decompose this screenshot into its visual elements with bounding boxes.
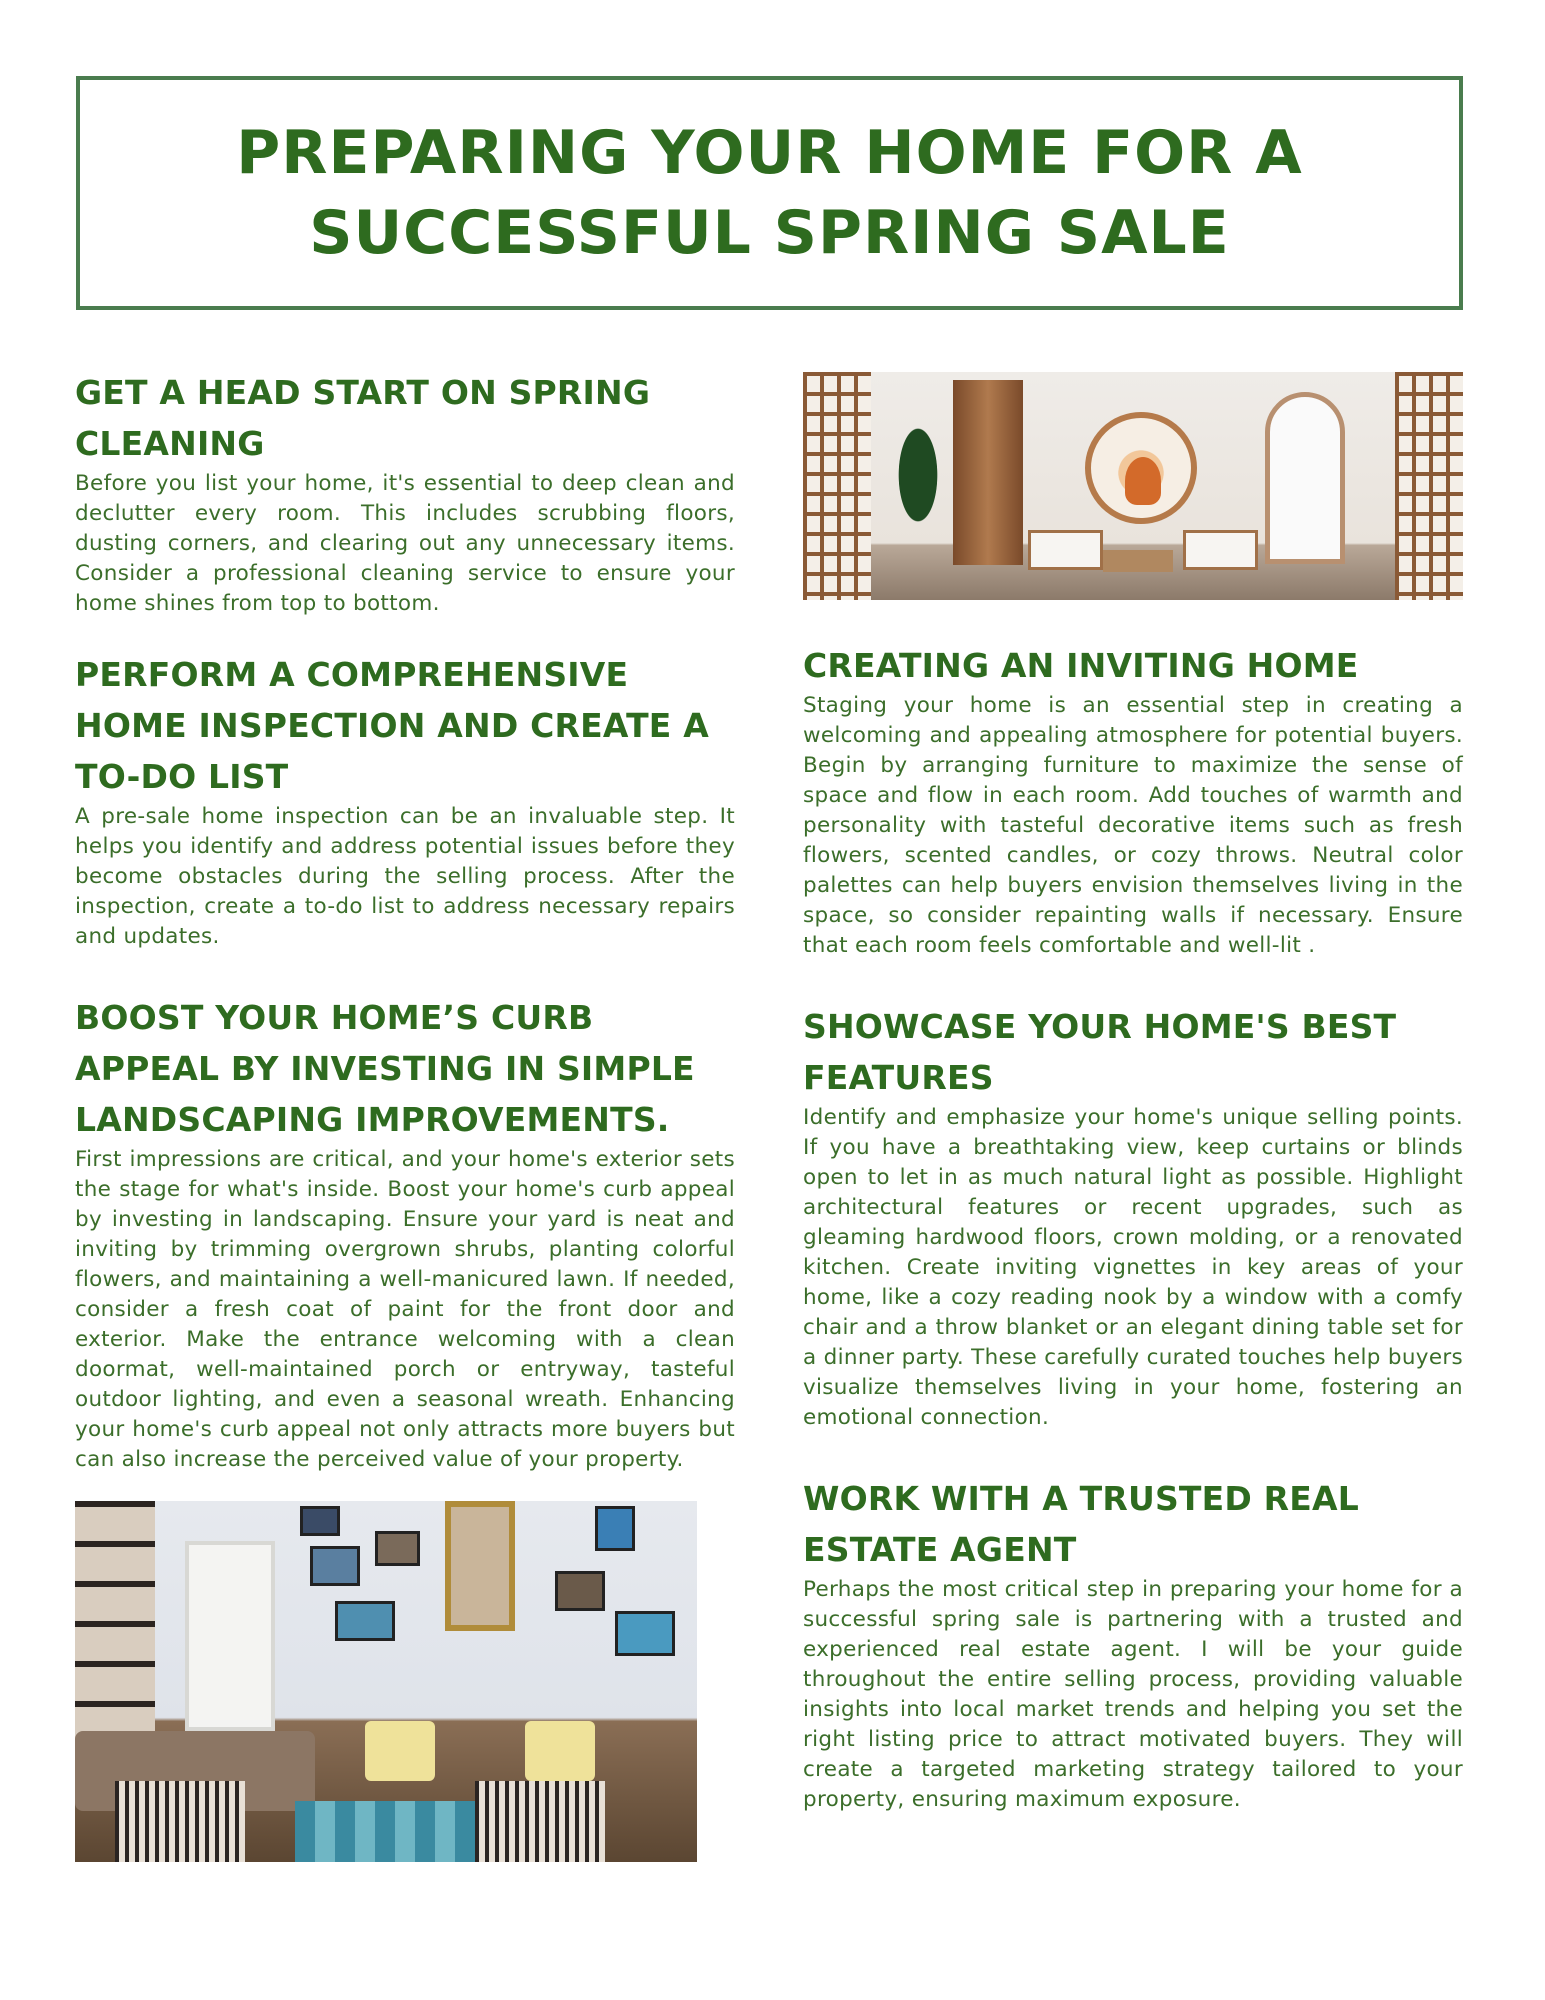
section-body: Before you list your home, it's essential to deep clean and declutter every room. This includes scrubbing floors, dusting corners, and clearing out any unnecessary items. Consider a professional cleaning service to ensure your home shines from top to bottom. xyxy=(75,471,735,616)
statue-shape xyxy=(1125,457,1161,505)
zen-room-photo xyxy=(803,372,1463,600)
section-body: A pre-sale home inspection can be an invaluable step. It helps you identify and address potential issues before they become obstacles during the selling process. After the inspection, create a to-do list to address necessary repairs and updates. xyxy=(75,804,735,949)
section-body: Identify and emphasize your home's unique selling points. If you have a breathtaking view, keep curtains or blinds open to let in as much natural light as possible. Highlight architectural features or recent upgrades, such as gleaming hardwood floors, crown molding, or a renovated kitchen. Create inviting vignettes in key areas of your home, like a cozy reading nook by a window with a comfy chair and a throw blanket or an elegant dining table set for a dinner party. These carefully curated touches help buyers visualize themselves living in your home, fostering an emotional connection. xyxy=(803,1105,1463,1430)
chair-shape xyxy=(525,1721,595,1781)
section-heading: WORK WITH A TRUSTED REAL ESTATE AGENT xyxy=(803,1479,1359,1569)
section-best-features xyxy=(803,1001,1463,1433)
section-heading: BOOST YOUR HOME’S CURB APPEAL BY INVESTING IN SIMPLE LANDSCAPING IMPROVEMENTS. xyxy=(75,998,695,1139)
seat-shape xyxy=(1183,530,1258,570)
section-curb-appeal xyxy=(75,992,735,1475)
shoji-screen-shape xyxy=(803,372,871,600)
section-real-estate-agent xyxy=(803,1473,1463,1815)
section-inspection xyxy=(75,649,735,952)
white-door-shape xyxy=(1265,392,1345,564)
table-shape xyxy=(1103,550,1173,572)
mirror-shape xyxy=(445,1501,515,1631)
armchair-shape xyxy=(475,1781,605,1862)
picture-frame xyxy=(555,1571,605,1611)
page-title-line-2: SUCCESSFUL SPRING SALE xyxy=(309,198,1230,268)
section-body: Staging your home is an essential step in creating a welcoming and appealing atmosphere for potential buyers. Begin by arranging furniture to maximize the sense of space and flow in each room. Add touches of warmth and personality with tasteful decorative items such as fresh flowers, scented candles, or cozy throws. Neutral color palettes can help buyers envision themselves living in the space, so consider repainting walls if necessary. Ensure that each room feels comfortable and well-lit . xyxy=(803,693,1463,958)
picture-frame xyxy=(615,1611,675,1656)
picture-frame xyxy=(375,1531,420,1566)
shoji-screen-shape xyxy=(1395,372,1463,600)
page-title-line-1: PREPARING YOUR HOME FOR A xyxy=(236,118,1303,188)
armchair-shape xyxy=(115,1781,245,1862)
section-heading: GET A HEAD START ON SPRING CLEANING xyxy=(75,373,651,463)
right-column xyxy=(803,372,1463,1845)
picture-frame xyxy=(335,1601,395,1641)
section-body: Perhaps the most critical step in preparing your home for a successful spring sale is partnering with a trusted and experienced real estate agent. I will be your guide throughout the entire selling process, providing valuable insights into local market trends and helping you set the right listing price to attract motivated buyers. They will create a targeted marketing strategy tailored to your property, ensuring maximum exposure. xyxy=(803,1577,1463,1812)
left-column xyxy=(75,367,735,1862)
bookshelf-shape xyxy=(75,1501,155,1751)
title-banner xyxy=(76,76,1463,310)
section-heading: CREATING AN INVITING HOME xyxy=(803,646,1359,685)
picture-frame xyxy=(310,1546,360,1586)
picture-frame xyxy=(300,1506,340,1536)
plant-shape xyxy=(888,427,948,547)
wood-door-shape xyxy=(953,380,1023,565)
door-shape xyxy=(185,1541,275,1731)
section-inviting-home xyxy=(803,640,1463,961)
seat-shape xyxy=(1028,530,1103,570)
picture-frame xyxy=(595,1506,635,1551)
section-heading: SHOWCASE YOUR HOME'S BEST FEATURES xyxy=(803,1007,1397,1097)
chair-shape xyxy=(365,1721,435,1781)
living-room-photo xyxy=(75,1501,697,1862)
section-heading: PERFORM A COMPREHENSIVE HOME INSPECTION AND CREATE A TO-DO LIST xyxy=(75,655,709,796)
section-body: First impressions are critical, and your home's exterior sets the stage for what's inside. Boost your home's curb appeal by investing in landscaping. Ensure your yard is neat and inviting by trimming overgrown shrubs, planting colorful flowers, and maintaining a well-manicured lawn. If needed, consider a fresh coat of paint for the front door and exterior. Make the entrance welcoming with a clean doormat, well-maintained porch or entryway, tasteful outdoor lighting, and even a seasonal wreath. Enhancing your home's curb appeal not only attracts more buyers but can also increase the perceived value of your property. xyxy=(75,1147,735,1472)
section-spring-cleaning xyxy=(75,367,735,619)
